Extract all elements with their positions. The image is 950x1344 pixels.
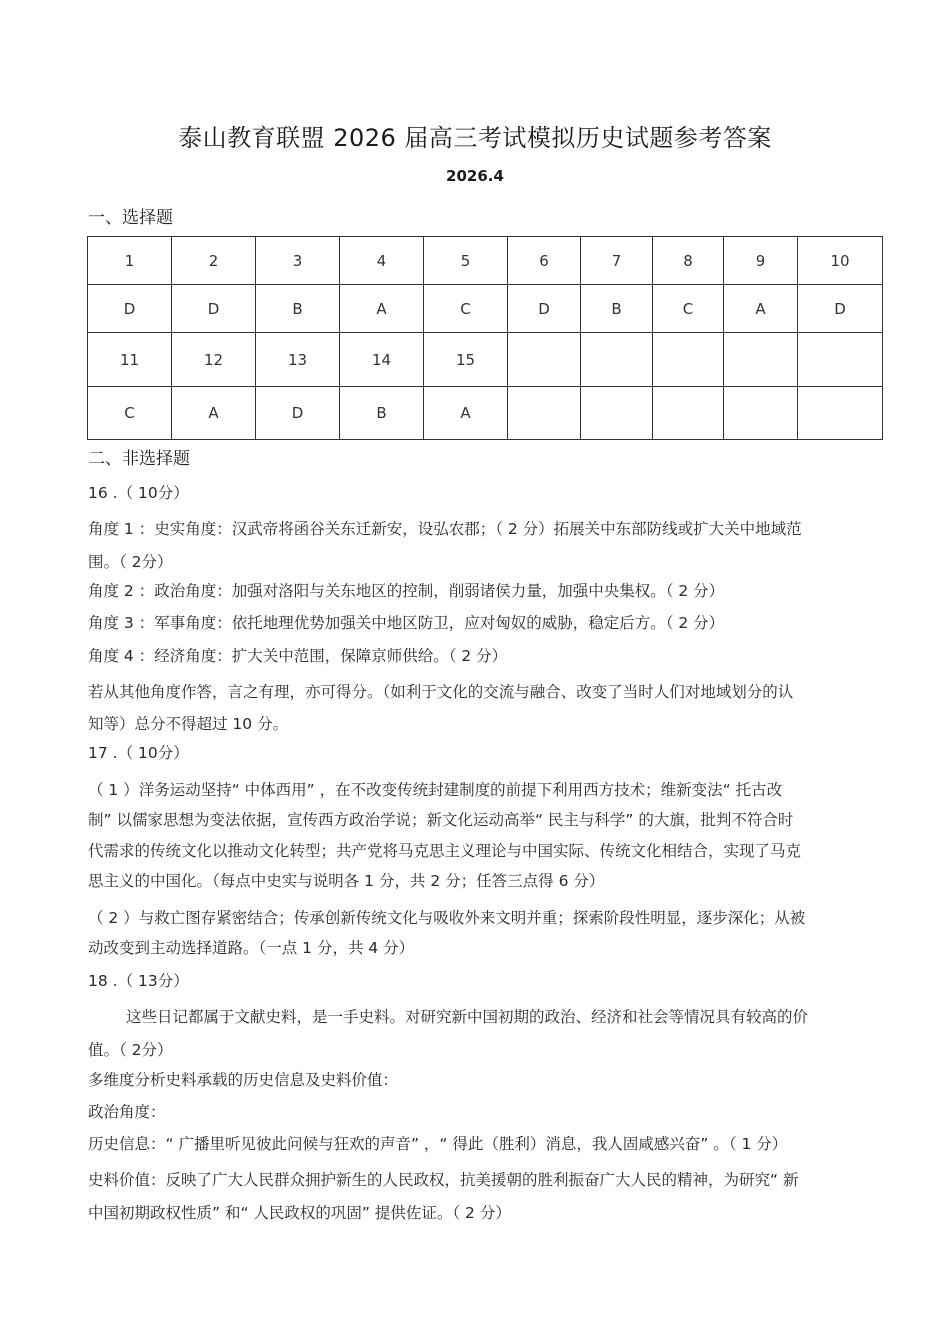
table-cell: 5: [424, 237, 508, 285]
table-cell: 9: [724, 237, 798, 285]
answer-line: 史料价值：反映了广大人民群众拥护新生的人民政权，抗美援朝的胜利振奋广大人民的精神，为研究“ 新: [88, 1171, 799, 1189]
answer-line: 多维度分析史料承载的历史信息及史料价值：: [88, 1071, 399, 1089]
answer-line: （ 2 ）与救亡图存紧密结合；传承创新传统文化与吸收外来文明并重；探索阶段性明显，逐步深化；从被: [88, 909, 806, 927]
document-date: 2026.4: [446, 167, 504, 185]
answer-line: 若从其他角度作答，言之有理，亦可得分。（如利于文化的交流与融合、改变了当时人们对地域划分的认: [88, 683, 794, 701]
table-cell: C: [424, 285, 508, 333]
table-cell: B: [256, 285, 340, 333]
answer-line: 知等）总分不得超过 10 分。: [88, 715, 289, 733]
answer-line: 角度 2 ：政治角度：加强对洛阳与关东地区的控制，削弱诸侯力量，加强中央集权。（ 2 分）: [88, 582, 725, 600]
answer-row: [88, 285, 883, 333]
table-cell: D: [88, 285, 172, 333]
table-cell: B: [340, 387, 424, 440]
answer-line: 代需求的传统文化以推动文化转型；共产党将马克思主义理论与中国实际、传统文化相结合，实现了马克: [88, 842, 802, 860]
answer-line: 围。（ 2分）: [88, 553, 173, 571]
table-cell: C: [88, 387, 172, 440]
answer-line: 制” 以儒家思想为变法依据，宣传西方政治学说；新文化运动高举“ 民主与科学” 的大旗，批判不符合时: [88, 811, 794, 829]
table-cell: A: [724, 285, 798, 333]
question-number-row: [88, 333, 883, 387]
table-cell: [724, 333, 798, 387]
table-cell: 1: [88, 237, 172, 285]
section-heading-choice: 一、选择题: [88, 208, 173, 228]
table-cell: A: [172, 387, 256, 440]
question-header-17: 17 .（ 10分）: [88, 744, 189, 762]
table-cell: [798, 387, 883, 440]
table-cell: [798, 333, 883, 387]
table-cell: 15: [424, 333, 508, 387]
table-cell: 14: [340, 333, 424, 387]
table-cell: 13: [256, 333, 340, 387]
question-header-18: 18 .（ 13分）: [88, 972, 189, 990]
table-cell: 8: [653, 237, 724, 285]
page-title: 泰山教育联盟 2026 届高三考试模拟历史试题参考答案: [178, 124, 772, 152]
question-number-row: [88, 237, 883, 285]
answer-line: 历史信息：“ 广播里听见彼此问候与狂欢的声音” ，“ 得此（胜利）消息，我人固咸感兴奋” 。（ 1 分）: [88, 1135, 788, 1153]
section-heading-non-choice: 二、非选择题: [88, 449, 190, 469]
table-cell: 7: [581, 237, 653, 285]
answer-line: 这些日记都属于文献史料，是一手史料。对研究新中国初期的政治、经济和社会等情况具有较高的价: [126, 1008, 809, 1026]
table-cell: [581, 387, 653, 440]
table-cell: 3: [256, 237, 340, 285]
table-cell: 12: [172, 333, 256, 387]
answer-line: 动改变到主动选择道路。（一点 1 分，共 4 分）: [88, 939, 415, 957]
answer-line: （ 1 ）洋务运动坚持“ 中体西用” ，在不改变传统封建制度的前提下利用西方技术；维新变法“ 托古改: [88, 781, 783, 799]
table-cell: [581, 333, 653, 387]
table-cell: 11: [88, 333, 172, 387]
table-cell: [724, 387, 798, 440]
answer-line: 角度 1 ：史实角度：汉武帝将函谷关东迁新安，设弘农郡；（ 2 分）拓展关中东部防线或扩大关中地域范: [88, 520, 802, 538]
table-cell: [508, 333, 581, 387]
table-cell: B: [581, 285, 653, 333]
table-cell: 4: [340, 237, 424, 285]
table-cell: 6: [508, 237, 581, 285]
answer-line: 思主义的中国化。（每点中史实与说明各 1 分，共 2 分；任答三点得 6 分）: [88, 872, 605, 890]
answer-line: 政治角度：: [88, 1103, 166, 1121]
answer-line: 角度 4 ：经济角度：扩大关中范围，保障京师供给。（ 2 分）: [88, 647, 508, 665]
answer-table: [87, 236, 883, 440]
table-cell: 10: [798, 237, 883, 285]
table-cell: [653, 387, 724, 440]
table-cell: D: [798, 285, 883, 333]
answer-line: 中国初期政权性质” 和“ 人民政权的巩固” 提供佐证。（ 2 分）: [88, 1204, 511, 1222]
answer-line: 角度 3 ：军事角度：依托地理优势加强关中地区防卫，应对匈奴的威胁，稳定后方。（ 2 分）: [88, 614, 725, 632]
table-cell: [508, 387, 581, 440]
table-cell: [653, 333, 724, 387]
table-cell: 2: [172, 237, 256, 285]
question-header-16: 16 .（ 10分）: [88, 484, 189, 502]
answer-row: [88, 387, 883, 440]
table-cell: D: [172, 285, 256, 333]
table-cell: A: [340, 285, 424, 333]
table-cell: D: [508, 285, 581, 333]
table-cell: D: [256, 387, 340, 440]
table-cell: A: [424, 387, 508, 440]
answer-line: 值。（ 2分）: [88, 1041, 173, 1059]
table-cell: C: [653, 285, 724, 333]
